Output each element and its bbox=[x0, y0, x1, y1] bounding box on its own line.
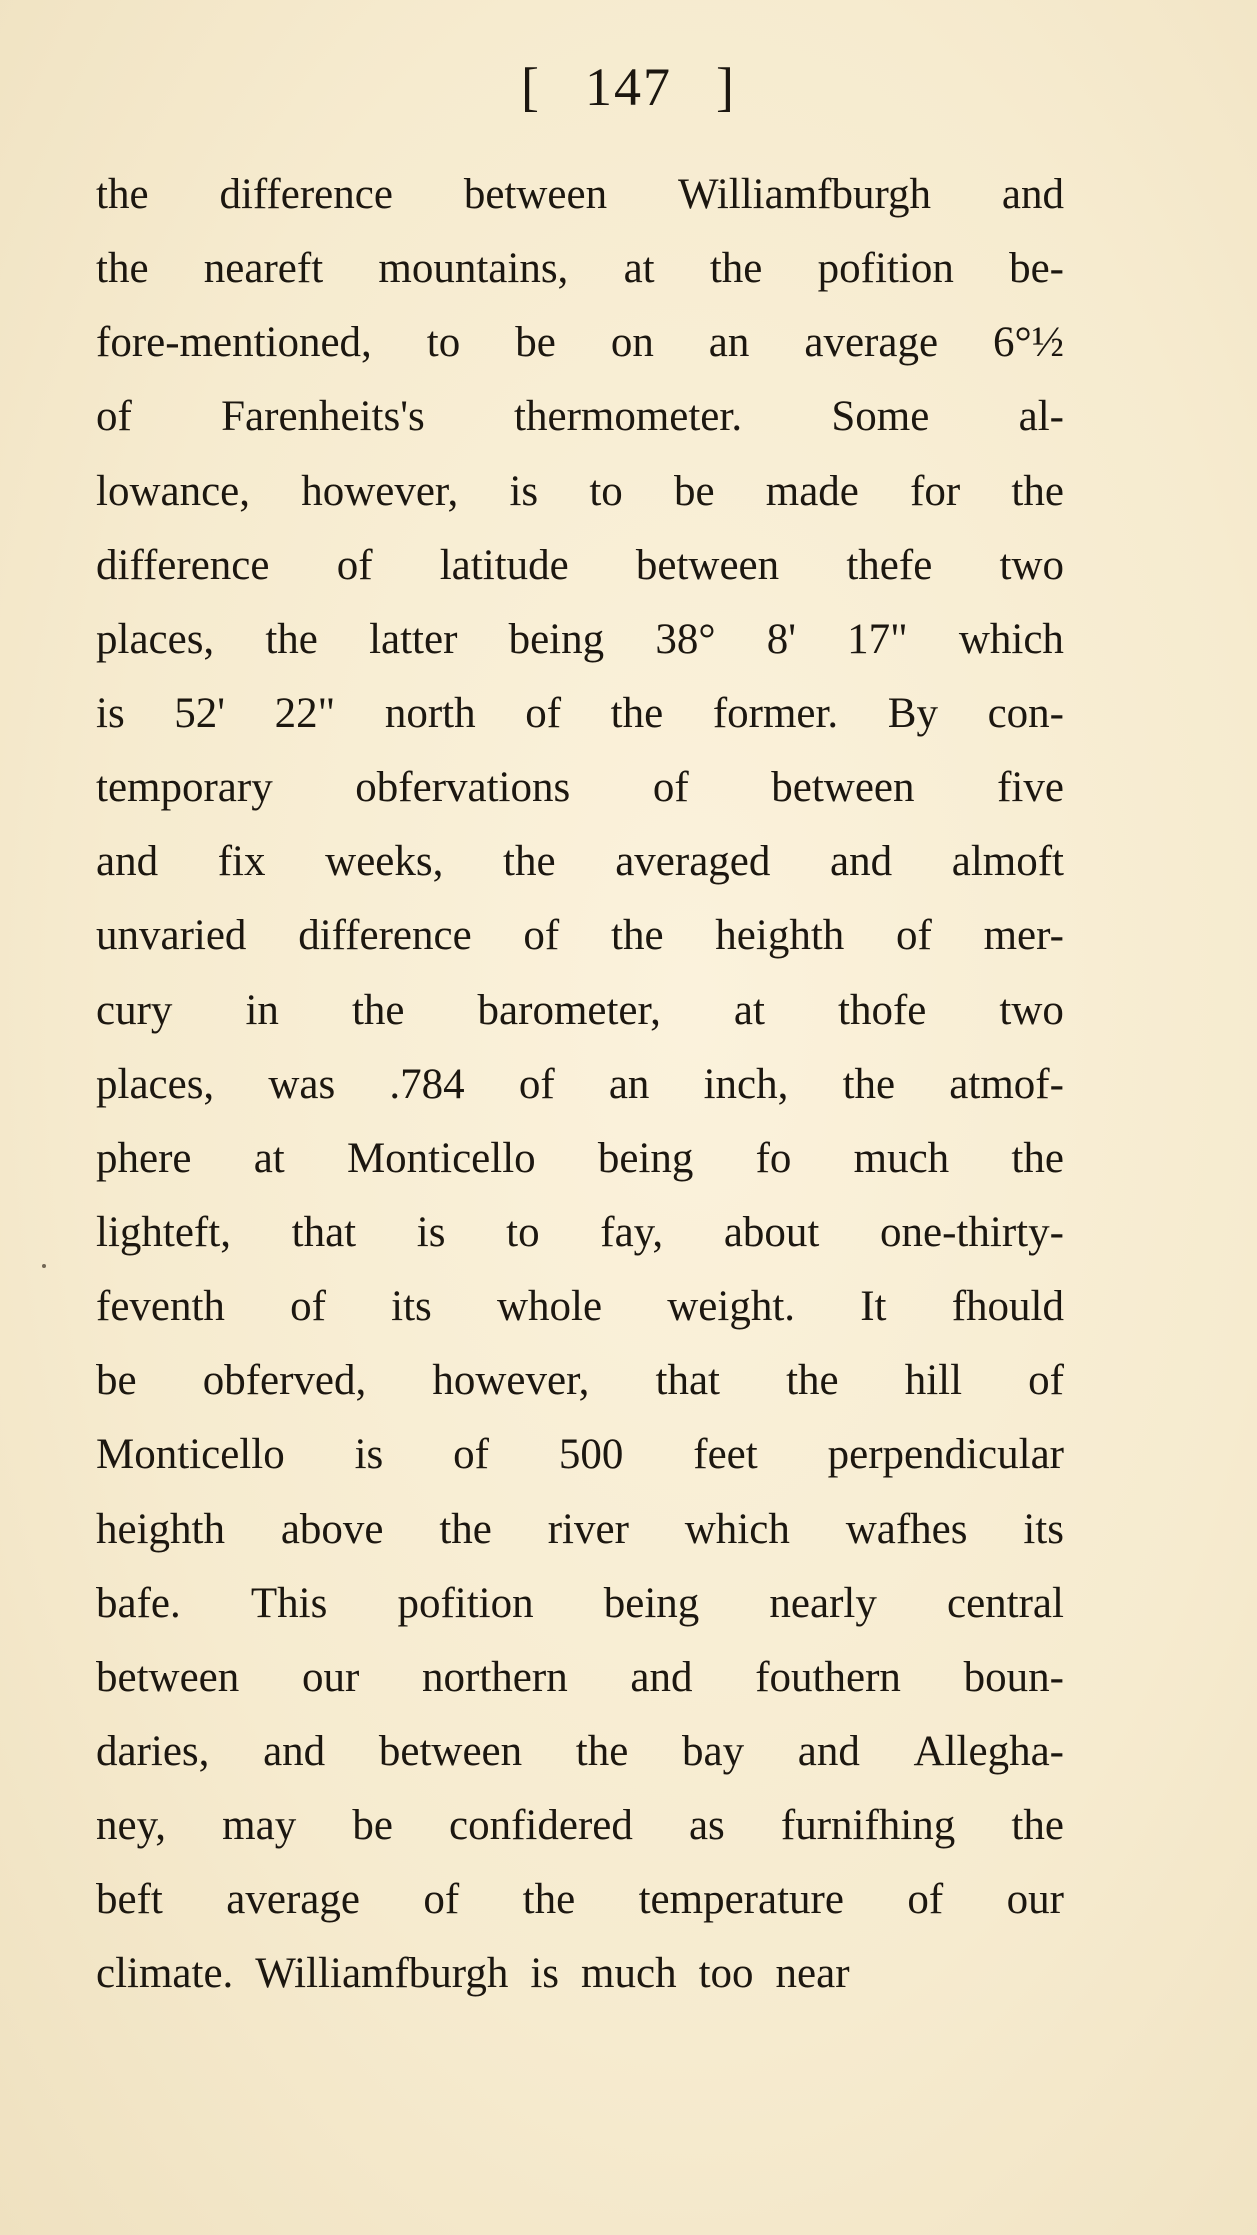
word: Some bbox=[831, 393, 930, 441]
word: at bbox=[623, 245, 655, 293]
word: Farenheits's bbox=[221, 393, 425, 441]
word: beft bbox=[96, 1876, 163, 1924]
word: on bbox=[610, 319, 654, 367]
word: the bbox=[522, 1876, 576, 1924]
word: 22" bbox=[274, 689, 336, 737]
word: con- bbox=[987, 689, 1064, 737]
word: Williamfburgh bbox=[255, 1950, 509, 1998]
close-bracket: ] bbox=[716, 57, 736, 117]
word: being bbox=[597, 1134, 694, 1182]
word: atmof- bbox=[949, 1060, 1064, 1108]
word: feet bbox=[693, 1431, 758, 1479]
word: difference bbox=[219, 171, 393, 218]
word: 6°½ bbox=[993, 319, 1064, 367]
word: which bbox=[684, 1505, 790, 1553]
word: 17" bbox=[847, 615, 908, 663]
word: of bbox=[290, 1283, 326, 1331]
word: 500 bbox=[558, 1431, 624, 1479]
word: pofition bbox=[397, 1579, 534, 1627]
text-line bbox=[96, 1493, 1064, 1567]
word: too bbox=[698, 1950, 754, 1998]
word: temperature bbox=[638, 1876, 844, 1924]
word: at bbox=[733, 986, 765, 1034]
word: our bbox=[1006, 1876, 1064, 1924]
word: between bbox=[378, 1727, 523, 1775]
word: north bbox=[384, 689, 476, 737]
word: mountains, bbox=[378, 245, 569, 293]
word: made bbox=[765, 467, 859, 515]
word: the bbox=[1011, 1134, 1064, 1182]
word: unvaried bbox=[96, 912, 247, 960]
word: is bbox=[509, 467, 539, 515]
word: confidered bbox=[449, 1802, 633, 1850]
text-line bbox=[96, 1344, 1064, 1418]
word: much bbox=[581, 1950, 677, 1998]
word: be- bbox=[1009, 245, 1064, 293]
word: the bbox=[1011, 1802, 1064, 1850]
word: between bbox=[635, 541, 780, 589]
word: five bbox=[997, 764, 1064, 812]
word: and bbox=[630, 1653, 693, 1701]
word: 8' bbox=[766, 615, 796, 663]
word: the bbox=[96, 245, 149, 293]
word: is bbox=[530, 1950, 560, 1998]
word: the bbox=[842, 1060, 896, 1108]
word: phere bbox=[96, 1134, 192, 1182]
word: about bbox=[723, 1208, 820, 1256]
word: between bbox=[96, 1653, 240, 1701]
word: its bbox=[1023, 1505, 1064, 1553]
word: central bbox=[946, 1579, 1064, 1627]
word: 52' bbox=[174, 689, 226, 737]
word: heighth bbox=[715, 912, 845, 960]
word: in bbox=[245, 986, 279, 1034]
word: thermometer. bbox=[514, 393, 743, 441]
word: weight. bbox=[667, 1283, 796, 1331]
word: two bbox=[999, 541, 1064, 589]
word: inch, bbox=[703, 1060, 789, 1108]
word: al- bbox=[1018, 393, 1064, 441]
word: of bbox=[525, 689, 562, 737]
word: an bbox=[708, 319, 750, 367]
text-line bbox=[96, 677, 1064, 751]
word: however, bbox=[301, 467, 459, 515]
word: neareft bbox=[203, 245, 324, 293]
open-bracket: [ bbox=[521, 57, 541, 117]
text-line bbox=[96, 1048, 1064, 1122]
word: heighth bbox=[96, 1505, 225, 1553]
text-line bbox=[96, 899, 1064, 973]
word: the bbox=[439, 1505, 492, 1553]
word: and bbox=[96, 838, 159, 886]
word: nearly bbox=[769, 1579, 877, 1627]
text-line bbox=[96, 825, 1064, 899]
text-line bbox=[96, 158, 1064, 232]
word: that bbox=[655, 1357, 720, 1405]
word: average bbox=[804, 319, 939, 367]
word: hill bbox=[904, 1357, 963, 1405]
word: It bbox=[860, 1283, 887, 1331]
text-line bbox=[96, 455, 1064, 529]
word: of bbox=[453, 1431, 489, 1479]
word: Williamfburgh bbox=[677, 171, 932, 218]
text-line bbox=[96, 974, 1064, 1048]
text-line bbox=[96, 1418, 1064, 1492]
word: which bbox=[958, 615, 1064, 663]
word: the bbox=[351, 986, 405, 1034]
word: being bbox=[508, 615, 605, 663]
text-line bbox=[96, 1937, 1064, 2011]
word: the bbox=[611, 912, 664, 960]
word: climate. bbox=[96, 1950, 234, 1998]
word: of bbox=[523, 912, 560, 960]
word: and bbox=[1001, 171, 1064, 218]
text-line bbox=[96, 529, 1064, 603]
word: fay, bbox=[600, 1208, 664, 1256]
word: This bbox=[250, 1579, 328, 1627]
word: is bbox=[416, 1208, 446, 1256]
word: fix bbox=[217, 838, 266, 886]
word: bay bbox=[682, 1727, 745, 1775]
word: river bbox=[547, 1505, 629, 1553]
word: near bbox=[775, 1950, 850, 1998]
word: of bbox=[1028, 1357, 1064, 1405]
word: lighteft, bbox=[96, 1208, 231, 1256]
word: the bbox=[610, 689, 664, 737]
text-line bbox=[96, 1270, 1064, 1344]
word: to bbox=[506, 1208, 540, 1256]
text-line bbox=[96, 380, 1064, 454]
page-header bbox=[0, 52, 1257, 122]
word: of bbox=[907, 1876, 944, 1924]
word: to bbox=[589, 467, 623, 515]
word: the bbox=[265, 615, 318, 663]
word: northern bbox=[422, 1653, 568, 1701]
word: at bbox=[253, 1134, 285, 1182]
word: cury bbox=[96, 986, 173, 1034]
word: fouthern bbox=[755, 1653, 901, 1701]
word: of bbox=[96, 393, 132, 441]
word: latter bbox=[369, 615, 458, 663]
text-line bbox=[96, 306, 1064, 380]
word: and bbox=[797, 1727, 860, 1775]
word: the bbox=[503, 838, 556, 886]
word: almoft bbox=[951, 838, 1064, 886]
word: of bbox=[896, 912, 932, 960]
text-line bbox=[96, 1122, 1064, 1196]
word: former. bbox=[712, 689, 839, 737]
word: two bbox=[999, 986, 1064, 1034]
word: places, bbox=[96, 615, 215, 663]
word: temporary bbox=[96, 764, 273, 812]
word: wafhes bbox=[845, 1505, 968, 1553]
word: between bbox=[771, 764, 915, 812]
word: be bbox=[515, 319, 556, 367]
word: be bbox=[352, 1802, 393, 1850]
word: lowance, bbox=[96, 467, 251, 515]
text-line bbox=[96, 603, 1064, 677]
text-line bbox=[96, 1715, 1064, 1789]
page-number: 147 bbox=[585, 57, 672, 117]
word: and bbox=[830, 838, 893, 886]
word: of bbox=[652, 764, 689, 812]
word: of bbox=[518, 1060, 555, 1108]
word: Monticello bbox=[96, 1431, 285, 1479]
word: for bbox=[910, 467, 961, 515]
word: perpendicular bbox=[827, 1431, 1064, 1479]
word: the bbox=[709, 245, 763, 293]
word: be bbox=[96, 1357, 137, 1405]
text-line bbox=[96, 1196, 1064, 1270]
word: much bbox=[853, 1134, 950, 1182]
word: an bbox=[608, 1060, 650, 1108]
text-line bbox=[96, 1641, 1064, 1715]
word: the bbox=[96, 171, 149, 218]
word: daries, bbox=[96, 1727, 210, 1775]
word: the bbox=[575, 1727, 629, 1775]
word: barometer, bbox=[477, 986, 661, 1034]
word: our bbox=[301, 1653, 360, 1701]
word: is bbox=[354, 1431, 384, 1479]
word: latitude bbox=[439, 541, 569, 589]
text-line bbox=[96, 232, 1064, 306]
word: places, bbox=[96, 1060, 215, 1108]
word: the bbox=[1011, 467, 1064, 515]
word: difference bbox=[96, 541, 270, 589]
word: averaged bbox=[615, 838, 771, 886]
word: 38° bbox=[655, 615, 716, 663]
word: whole bbox=[496, 1283, 603, 1331]
word: mer- bbox=[983, 912, 1064, 960]
word: may bbox=[222, 1802, 297, 1850]
word: between bbox=[463, 171, 608, 218]
word: be bbox=[673, 467, 715, 515]
word: ney, bbox=[96, 1802, 167, 1850]
word: being bbox=[603, 1579, 700, 1627]
word: bafe. bbox=[96, 1579, 181, 1627]
word: of bbox=[423, 1876, 460, 1924]
word: thefe bbox=[846, 541, 933, 589]
word: as bbox=[688, 1802, 725, 1850]
word: .784 bbox=[389, 1060, 465, 1108]
word: to bbox=[426, 319, 461, 367]
word: difference bbox=[298, 912, 472, 960]
word: fo bbox=[755, 1134, 792, 1182]
word: obferved, bbox=[202, 1357, 367, 1405]
word: Allegha- bbox=[913, 1727, 1064, 1775]
word: that bbox=[291, 1208, 357, 1256]
word: the bbox=[786, 1357, 839, 1405]
word: its bbox=[391, 1283, 432, 1331]
word: one-thirty- bbox=[880, 1208, 1064, 1256]
body-text bbox=[96, 158, 1064, 2012]
word: weeks, bbox=[325, 838, 444, 886]
word: average bbox=[226, 1876, 360, 1924]
text-line bbox=[96, 1567, 1064, 1641]
text-line bbox=[96, 1863, 1064, 1937]
word: pofition bbox=[817, 245, 954, 293]
word: boun- bbox=[963, 1653, 1064, 1701]
word: furnifhing bbox=[780, 1802, 956, 1850]
word: By bbox=[887, 689, 938, 737]
word: Monticello bbox=[346, 1134, 536, 1182]
paper-speck bbox=[42, 1264, 46, 1268]
word: however, bbox=[432, 1357, 590, 1405]
word: obfervations bbox=[355, 764, 571, 812]
text-line bbox=[96, 751, 1064, 825]
word: above bbox=[280, 1505, 384, 1553]
word: of bbox=[336, 541, 373, 589]
word: fore-mentioned, bbox=[96, 319, 372, 367]
word: is bbox=[96, 689, 125, 737]
word: and bbox=[263, 1727, 326, 1775]
text-line bbox=[96, 1789, 1064, 1863]
word: fhould bbox=[951, 1283, 1064, 1331]
word: feventh bbox=[96, 1283, 225, 1331]
word: was bbox=[268, 1060, 336, 1108]
word: thofe bbox=[838, 986, 927, 1034]
